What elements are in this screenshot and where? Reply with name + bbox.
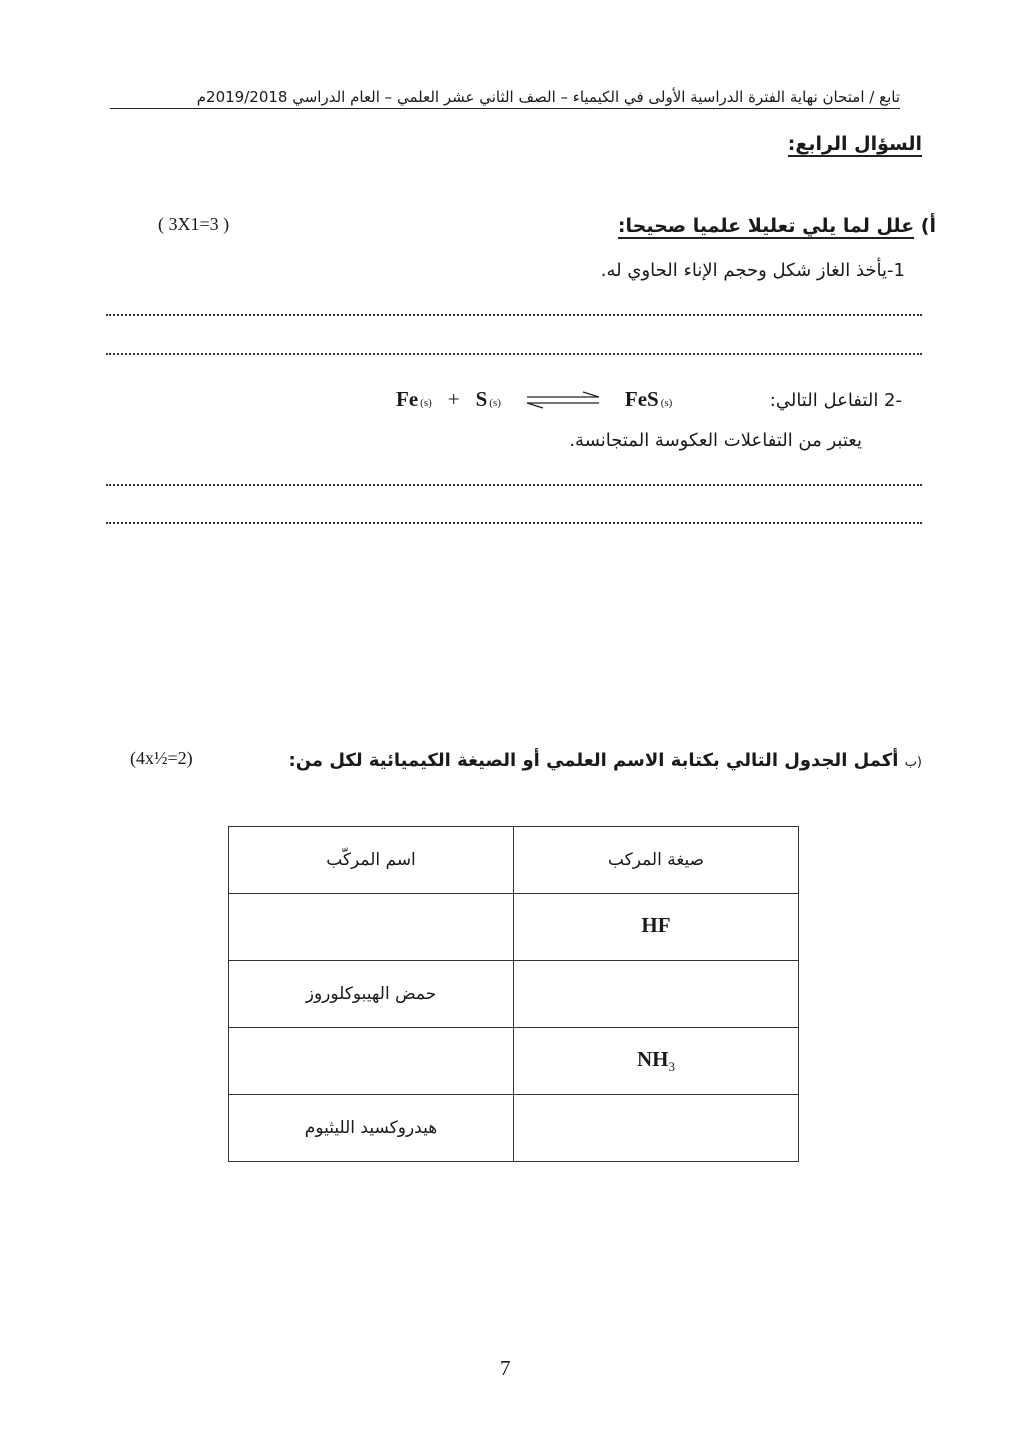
cell-name[interactable]: حمض الهيبوكلوروز xyxy=(229,961,514,1028)
product: FeS xyxy=(624,387,659,411)
cell-formula[interactable] xyxy=(514,894,799,961)
page-header: تابع / امتحان نهاية الفترة الدراسية الأولى في الكيمياء – الصف الثاني عشر العلمي – العام الدراسي 2019/2018م xyxy=(110,88,900,109)
question-title-text: السؤال الرابع: xyxy=(787,133,922,155)
part-a-item-1: 1-يأخذ الغاز شكل وحجم الإناء الحاوي له. xyxy=(600,260,905,281)
question-title xyxy=(788,133,922,155)
table-row xyxy=(229,1095,799,1162)
reactant-1: Fe xyxy=(396,387,419,411)
table-row xyxy=(229,894,799,961)
table-row xyxy=(229,961,799,1028)
part-a-marks: ( 3X1=3 ) xyxy=(158,214,230,234)
part-a-item-2-continuation: يعتبر من التفاعلات العكوسة المتجانسة. xyxy=(569,430,862,451)
part-a-label: أ) xyxy=(920,215,936,237)
cell-formula[interactable] xyxy=(514,961,799,1028)
cell-name[interactable]: هيدروكسيد الليثيوم xyxy=(229,1095,514,1162)
reactant-2-state: (s) xyxy=(489,397,501,409)
formula-text: HF xyxy=(641,912,671,937)
formula-subscript: 3 xyxy=(668,1059,675,1075)
formula-text: NH xyxy=(637,1046,669,1071)
reaction-equation xyxy=(396,386,672,412)
reactant-2: S xyxy=(475,387,488,411)
header-compound-name: اسم المركّب xyxy=(229,827,514,894)
cell-name[interactable] xyxy=(229,894,514,961)
answer-line-4[interactable] xyxy=(106,520,922,524)
part-b-heading xyxy=(289,750,922,771)
cell-formula[interactable] xyxy=(514,1095,799,1162)
plus-sign: + xyxy=(447,387,460,411)
answer-line-2[interactable] xyxy=(106,351,922,355)
header-compound-formula: صيغة المركب xyxy=(514,827,799,894)
part-b-label: (ب xyxy=(904,755,922,770)
part-a-title: علل لما يلي تعليلا علميا صحيحا: xyxy=(617,215,915,237)
equilibrium-arrow-icon xyxy=(523,390,603,410)
answer-line-1[interactable] xyxy=(106,312,922,316)
cell-formula[interactable] xyxy=(514,1028,799,1095)
table-row xyxy=(229,1028,799,1095)
page-number: 7 xyxy=(500,1356,511,1380)
part-b-title: أكمل الجدول التالي بكتابة الاسم العلمي أو الصيغة الكيميائية لكل من: xyxy=(288,750,899,771)
part-a-heading xyxy=(618,215,936,237)
compound-table xyxy=(228,826,799,1162)
table-header-row xyxy=(229,827,799,894)
cell-name[interactable] xyxy=(229,1028,514,1095)
part-b-marks: (4x½=2) xyxy=(130,748,193,768)
reactant-1-state: (s) xyxy=(420,397,432,409)
answer-line-3[interactable] xyxy=(106,482,922,486)
product-state: (s) xyxy=(660,397,673,409)
part-a-item-2: -2 التفاعل التالي: xyxy=(769,390,902,411)
